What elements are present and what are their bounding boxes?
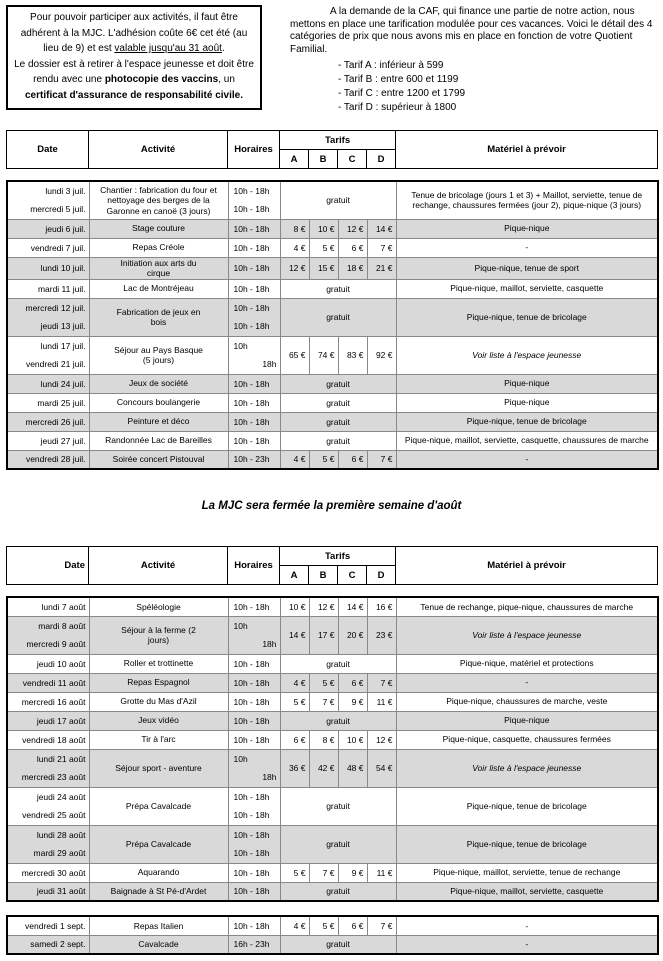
price-b: 5 €: [309, 916, 338, 935]
table-row: [7, 730, 658, 749]
horaires-cell: [228, 863, 280, 882]
horaires-cell: [228, 730, 280, 749]
date-cell: [7, 412, 89, 431]
membership-info-box: Pour pouvoir participer aux activités, il faut être adhérent à la MJC. L'adhésion coûte 6€ cet été (au lieu de 9) et est valable jusqu'au 31 août. Le dossier est à retirer à l'espace jeunesse et doit être rendu avec une photocopie des vaccins, un certificat d'assurance de responsabilité civile.: [6, 5, 262, 110]
activity-cell: Prépa Cavalcade: [89, 787, 228, 825]
tarif-list: [290, 59, 656, 115]
price-b: 7 €: [309, 692, 338, 711]
horaire-text: 10h - 18h: [233, 303, 270, 313]
price-a: 12 €: [280, 257, 309, 279]
activity-cell: Peinture et déco: [89, 412, 228, 431]
dossier-text: Le dossier est à retirer à l'espace jeunesse et doit être rendu avec une: [14, 58, 254, 85]
header-c: C: [338, 150, 367, 169]
horaires-cell: [228, 711, 280, 730]
price-d: 7 €: [367, 238, 396, 257]
closed-notice: La MJC sera fermée la première semaine d'août: [201, 500, 462, 512]
august-table: [6, 596, 659, 902]
header-a: A: [280, 566, 309, 585]
horaires-cell: [228, 597, 280, 616]
horaires-cell: [228, 279, 280, 298]
horaires-cell: [228, 654, 280, 673]
price-d: 14 €: [367, 219, 396, 238]
date-cell: [7, 730, 89, 749]
price-a: 5 €: [280, 863, 309, 882]
date-cell: [7, 692, 89, 711]
date-text: vendredi 28 juil.: [25, 454, 86, 465]
price-free: gratuit: [280, 298, 396, 336]
price-b: 10 €: [309, 219, 338, 238]
horaire-text: 10h - 18h: [233, 696, 270, 707]
price-free: gratuit: [280, 711, 396, 730]
materiel-cell: Pique-nique: [396, 393, 658, 412]
date-text: vendredi 21 juil.: [25, 359, 86, 369]
price-free: gratuit: [280, 882, 396, 901]
activity-cell: Séjour au Pays Basque (5 jours): [89, 336, 228, 374]
membership-text: Pour pouvoir participer aux activités, il faut être adhérent à la MJC. L'adhésion coûte 6€ cet été (au lieu de 9) et est: [20, 12, 248, 54]
price-free: gratuit: [280, 181, 396, 219]
horaire-text: 10h - 18h: [233, 792, 270, 802]
date-text: mercredi 5 juil.: [30, 204, 86, 215]
horaires-cell: [228, 616, 280, 654]
price-d: 7 €: [367, 916, 396, 935]
price-d: 21 €: [367, 257, 396, 279]
price-free: gratuit: [280, 279, 396, 298]
table-row: [7, 597, 658, 616]
date-text: mercredi 9 août: [26, 639, 86, 649]
date-text: mardi 29 août: [33, 848, 86, 858]
price-b: 74 €: [309, 336, 338, 374]
horaires-cell: [228, 882, 280, 901]
horaires-cell: [228, 749, 280, 787]
horaire-text: 10h: [233, 621, 248, 631]
materiel-cell: Pique-nique, tenue de bricolage: [396, 825, 658, 863]
date-text: lundi 7 août: [41, 601, 86, 612]
table-row: [7, 279, 658, 298]
horaires-cell: [228, 412, 280, 431]
price-a: 4 €: [280, 238, 309, 257]
activity-cell: Repas Espagnol: [89, 673, 228, 692]
materiel-cell: Pique-nique, maillot, serviette, casquette: [396, 882, 658, 901]
date-text: mercredi 30 août: [21, 867, 86, 878]
activity-cell: Concours boulangerie: [89, 393, 228, 412]
table-row: [7, 412, 658, 431]
activity-cell: Repas Créole: [89, 238, 228, 257]
horaire-text: 10h - 18h: [233, 677, 270, 688]
materiel-cell: Tenue de rechange, pique-nique, chaussures de marche: [396, 597, 658, 616]
price-d: 11 €: [367, 863, 396, 882]
august-header: [6, 546, 658, 585]
activity-cell: Soirée concert Pistouval: [89, 450, 228, 469]
header-b: B: [309, 150, 338, 169]
horaires-cell: [228, 673, 280, 692]
materiel-cell: Pique-nique, casquette, chaussures fermées: [396, 730, 658, 749]
horaire-text: 10h - 23h: [233, 454, 270, 465]
price-c: 18 €: [338, 257, 367, 279]
materiel-cell: Pique-nique, tenue de sport: [396, 257, 658, 279]
materiel-cell: Pique-nique: [396, 374, 658, 393]
activity-cell: Tir à l'arc: [89, 730, 228, 749]
horaire-text: 18h: [262, 639, 277, 649]
horaire-text: 16h - 23h: [233, 939, 270, 950]
activity-cell: Jeux de société: [89, 374, 228, 393]
date-text: jeudi 10 août: [36, 658, 86, 669]
horaires-cell: [228, 257, 280, 279]
materiel-cell: Pique-nique, chaussures de marche, veste: [396, 692, 658, 711]
price-d: 54 €: [367, 749, 396, 787]
date-text: lundi 21 août: [36, 754, 86, 764]
table-row: [7, 374, 658, 393]
date-cell: [7, 374, 89, 393]
price-b: 7 €: [309, 863, 338, 882]
header-b: B: [309, 566, 338, 585]
table-row: [7, 654, 658, 673]
price-free: gratuit: [280, 431, 396, 450]
date-text: lundi 24 juil.: [40, 378, 86, 389]
price-d: 23 €: [367, 616, 396, 654]
price-b: 5 €: [309, 238, 338, 257]
price-a: 8 €: [280, 219, 309, 238]
materiel-cell: -: [396, 673, 658, 692]
horaire-text: 10h: [233, 341, 248, 351]
date-cell: [7, 181, 89, 219]
date-text: mardi 11 juil.: [37, 283, 86, 294]
horaire-text: 10h - 18h: [233, 186, 270, 197]
header-horaires: Horaires: [228, 131, 280, 169]
header-tarifs: Tarifs: [280, 547, 396, 566]
horaire-text: 10h - 18h: [233, 223, 270, 234]
date-cell: [7, 654, 89, 673]
price-c: 6 €: [338, 916, 367, 935]
price-d: 7 €: [367, 673, 396, 692]
date-text: jeudi 27 juil.: [40, 435, 86, 446]
materiel-cell: Pique-nique, tenue de bricolage: [396, 298, 658, 336]
date-cell: [7, 219, 89, 238]
table-row: [7, 673, 658, 692]
horaire-text: 10h - 18h: [233, 715, 270, 726]
date-text: jeudi 17 août: [36, 715, 86, 726]
date-text: vendredi 25 août: [22, 810, 86, 820]
header-date: Date: [7, 131, 89, 169]
activity-cell: Lac de Montréjeau: [89, 279, 228, 298]
caf-pricing-info: [290, 6, 656, 115]
materiel-cell: Pique-nique, maillot, serviette, casquette: [396, 279, 658, 298]
materiel-cell: Pique-nique, tenue de bricolage: [396, 787, 658, 825]
table-row: [7, 863, 658, 882]
vaccines-text: photocopie des vaccins: [104, 74, 219, 85]
horaire-text: 10h - 18h: [233, 920, 270, 931]
date-text: lundi 10 juil.: [40, 263, 86, 273]
date-text: samedi 2 sept.: [30, 939, 86, 950]
table-row: [7, 787, 658, 825]
horaires-cell: [228, 219, 280, 238]
materiel-cell: -: [396, 450, 658, 469]
date-text: lundi 28 août: [36, 830, 86, 840]
price-c: 6 €: [338, 450, 367, 469]
price-a: 4 €: [280, 450, 309, 469]
horaire-text: 10h - 18h: [233, 242, 270, 253]
date-cell: [7, 597, 89, 616]
table-row: [7, 711, 658, 730]
price-free: gratuit: [280, 393, 396, 412]
horaires-cell: [228, 336, 280, 374]
activity-cell: Jeux vidéo: [89, 711, 228, 730]
date-text: mardi 8 août: [38, 621, 86, 631]
price-c: 14 €: [338, 597, 367, 616]
materiel-cell: Voir liste à l'espace jeunesse: [396, 336, 658, 374]
horaires-cell: [228, 935, 280, 954]
date-cell: [7, 431, 89, 450]
july-header: [6, 130, 658, 169]
price-a: 10 €: [280, 597, 309, 616]
date-cell: [7, 616, 89, 654]
materiel-cell: -: [396, 916, 658, 935]
table-row: [7, 257, 658, 279]
horaire-text: 10h - 18h: [233, 867, 270, 878]
horaire-text: 10h - 18h: [233, 321, 270, 331]
activity-cell: Grotte du Mas d'Azil: [89, 692, 228, 711]
header-horaires: Horaires: [228, 547, 280, 585]
header-d: D: [367, 150, 396, 169]
price-c: 83 €: [338, 336, 367, 374]
insurance-text: certificat d'assurance de responsabilité civile.: [24, 89, 244, 101]
materiel-cell: Pique-nique: [396, 711, 658, 730]
date-text: lundi 17 juil.: [40, 341, 86, 351]
horaires-cell: [228, 374, 280, 393]
activity-cell: Initiation aux arts du cirque: [89, 257, 228, 279]
date-cell: [7, 279, 89, 298]
price-free: gratuit: [280, 787, 396, 825]
price-d: 7 €: [367, 450, 396, 469]
date-text: jeudi 6 juil.: [45, 223, 86, 234]
price-c: 6 €: [338, 673, 367, 692]
date-text: vendredi 18 août: [22, 734, 86, 745]
table-row: [7, 393, 658, 412]
horaire-text: 10h - 18h: [233, 397, 270, 408]
price-free: gratuit: [280, 825, 396, 863]
price-a: 4 €: [280, 916, 309, 935]
activity-cell: Séjour à la ferme (2 jours): [89, 616, 228, 654]
table-row: [7, 431, 658, 450]
price-c: 12 €: [338, 219, 367, 238]
price-a: 5 €: [280, 692, 309, 711]
activity-cell: Baignade à St Pé-d'Ardet: [89, 882, 228, 901]
date-cell: [7, 882, 89, 901]
horaire-text: 10h - 18h: [233, 204, 270, 215]
header-date: Date: [7, 547, 89, 585]
price-free: gratuit: [280, 654, 396, 673]
price-b: 15 €: [309, 257, 338, 279]
materiel-cell: Pique-nique, maillot, serviette, casquette, chaussures de marche: [396, 431, 658, 450]
july-table: [6, 180, 659, 470]
price-c: 6 €: [338, 238, 367, 257]
date-cell: [7, 787, 89, 825]
table-row: [7, 882, 658, 901]
validity-text: valable jusqu'au 31 août: [114, 43, 222, 54]
activity-cell: Stage couture: [89, 219, 228, 238]
horaires-cell: [228, 238, 280, 257]
date-text: jeudi 13 juil.: [40, 321, 86, 331]
horaire-text: 10h - 18h: [233, 830, 270, 840]
header-materiel: Matériel à prévoir: [396, 131, 658, 169]
materiel-cell: Voir liste à l'espace jeunesse: [396, 749, 658, 787]
date-text: mercredi 12 juil.: [25, 303, 86, 313]
date-text: jeudi 31 août: [36, 886, 86, 897]
price-free: gratuit: [280, 412, 396, 431]
caf-intro: A la demande de la CAF, qui finance une partie de notre action, nous mettons en place une tarification modulée pour ces vacances. Voici le détail des 4 catégories de prix que nous avons mis en place en fonction de votre Quotient Familial.: [290, 6, 653, 55]
date-text: mercredi 23 août: [21, 772, 86, 782]
table-row: [7, 916, 658, 935]
materiel-cell: Pique-nique, matériel et protections: [396, 654, 658, 673]
materiel-cell: Pique-nique, tenue de bricolage: [396, 412, 658, 431]
table-row: [7, 181, 658, 219]
activity-cell: Aquarando: [89, 863, 228, 882]
date-cell: [7, 749, 89, 787]
table-row: [7, 935, 658, 954]
table-row: [7, 336, 658, 374]
horaire-text: 18h: [262, 359, 277, 369]
activity-cell: Prépa Cavalcade: [89, 825, 228, 863]
activity-cell: Repas Italien: [89, 916, 228, 935]
price-c: 48 €: [338, 749, 367, 787]
activity-cell: Séjour sport - aventure: [89, 749, 228, 787]
price-free: gratuit: [280, 935, 396, 954]
horaires-cell: [228, 787, 280, 825]
price-a: 6 €: [280, 730, 309, 749]
horaire-text: 10h - 18h: [233, 810, 270, 820]
price-b: 42 €: [309, 749, 338, 787]
price-a: 65 €: [280, 336, 309, 374]
price-b: 12 €: [309, 597, 338, 616]
horaire-text: 10h - 18h: [233, 601, 270, 612]
date-text: vendredi 11 août: [22, 677, 86, 688]
price-b: 5 €: [309, 673, 338, 692]
price-b: 8 €: [309, 730, 338, 749]
date-text: mercredi 16 août: [21, 696, 86, 707]
tarif-b: - Tarif B : entre 600 et 1199: [338, 74, 459, 85]
materiel-cell: Voir liste à l'espace jeunesse: [396, 616, 658, 654]
price-d: 16 €: [367, 597, 396, 616]
horaire-text: 10h - 18h: [233, 416, 270, 427]
horaires-cell: [228, 825, 280, 863]
price-d: 12 €: [367, 730, 396, 749]
horaire-text: 10h - 18h: [233, 848, 270, 858]
header-tarifs: Tarifs: [280, 131, 396, 150]
horaires-cell: [228, 298, 280, 336]
table-row: [7, 298, 658, 336]
horaire-text: 10h - 18h: [233, 378, 270, 389]
price-a: 36 €: [280, 749, 309, 787]
date-text: mercredi 26 juil.: [25, 416, 86, 427]
date-text: vendredi 7 juil.: [30, 242, 86, 253]
date-cell: [7, 257, 89, 279]
date-cell: [7, 935, 89, 954]
horaire-text: 10h - 18h: [233, 658, 270, 669]
table-row: [7, 749, 658, 787]
materiel-cell: -: [396, 935, 658, 954]
horaires-cell: [228, 393, 280, 412]
price-b: 5 €: [309, 450, 338, 469]
price-c: 9 €: [338, 863, 367, 882]
date-cell: [7, 393, 89, 412]
activity-cell: Cavalcade: [89, 935, 228, 954]
table-row: [7, 450, 658, 469]
table-row: [7, 825, 658, 863]
header-activite: Activité: [89, 547, 228, 585]
price-a: 4 €: [280, 673, 309, 692]
price-b: 17 €: [309, 616, 338, 654]
date-text: lundi 3 juil.: [45, 186, 86, 197]
date-cell: [7, 298, 89, 336]
date-cell: [7, 916, 89, 935]
date-cell: [7, 336, 89, 374]
horaires-cell: [228, 916, 280, 935]
date-cell: [7, 825, 89, 863]
date-text: jeudi 24 août: [36, 792, 86, 802]
price-c: 9 €: [338, 692, 367, 711]
activity-cell: Chantier : fabrication du four et nettoyage des berges de la Garonne en canoë (3 jours): [89, 181, 228, 219]
table-row: [7, 616, 658, 654]
tarif-d: - Tarif D : supérieur à 1800: [338, 102, 457, 113]
activity-cell: Fabrication de jeux en bois: [89, 298, 228, 336]
table-row: [7, 692, 658, 711]
horaires-cell: [228, 450, 280, 469]
price-free: gratuit: [280, 374, 396, 393]
header-a: A: [280, 150, 309, 169]
date-cell: [7, 673, 89, 692]
price-a: 14 €: [280, 616, 309, 654]
materiel-cell: Pique-nique, maillot, serviette, tenue de rechange: [396, 863, 658, 882]
horaire-text: 10h - 18h: [233, 283, 270, 294]
horaire-text: 10h - 18h: [233, 734, 270, 745]
activity-cell: Spéléologie: [89, 597, 228, 616]
price-d: 11 €: [367, 692, 396, 711]
price-d: 92 €: [367, 336, 396, 374]
date-cell: [7, 238, 89, 257]
horaire-text: 18h: [262, 772, 277, 782]
tarif-a: - Tarif A : inférieur à 599: [338, 60, 444, 71]
horaire-text: 10h - 18h: [233, 263, 270, 273]
september-table: [6, 915, 659, 955]
header-activite: Activité: [89, 131, 228, 169]
header-c: C: [338, 566, 367, 585]
horaires-cell: [228, 692, 280, 711]
date-text: vendredi 1 sept.: [25, 920, 86, 931]
materiel-cell: Tenue de bricolage (jours 1 et 3) + Maillot, serviette, tenue de rechange, chaussures fermées (jour 2), pique-nique (3 jours): [396, 181, 658, 219]
date-cell: [7, 711, 89, 730]
horaire-text: 10h - 18h: [233, 435, 270, 446]
date-cell: [7, 450, 89, 469]
activity-cell: Roller et trottinette: [89, 654, 228, 673]
horaires-cell: [228, 181, 280, 219]
table-row: [7, 238, 658, 257]
date-cell: [7, 863, 89, 882]
price-c: 20 €: [338, 616, 367, 654]
materiel-cell: Pique-nique: [396, 219, 658, 238]
header-materiel: Matériel à prévoir: [396, 547, 658, 585]
tarif-c: - Tarif C : entre 1200 et 1799: [338, 88, 466, 99]
date-text: mardi 25 juil.: [37, 397, 86, 408]
materiel-cell: -: [396, 238, 658, 257]
table-row: [7, 219, 658, 238]
horaire-text: 10h - 18h: [233, 886, 270, 897]
header-d: D: [367, 566, 396, 585]
horaire-text: 10h: [233, 754, 248, 764]
price-c: 10 €: [338, 730, 367, 749]
horaires-cell: [228, 431, 280, 450]
activity-cell: Randonnée Lac de Bareilles: [89, 431, 228, 450]
